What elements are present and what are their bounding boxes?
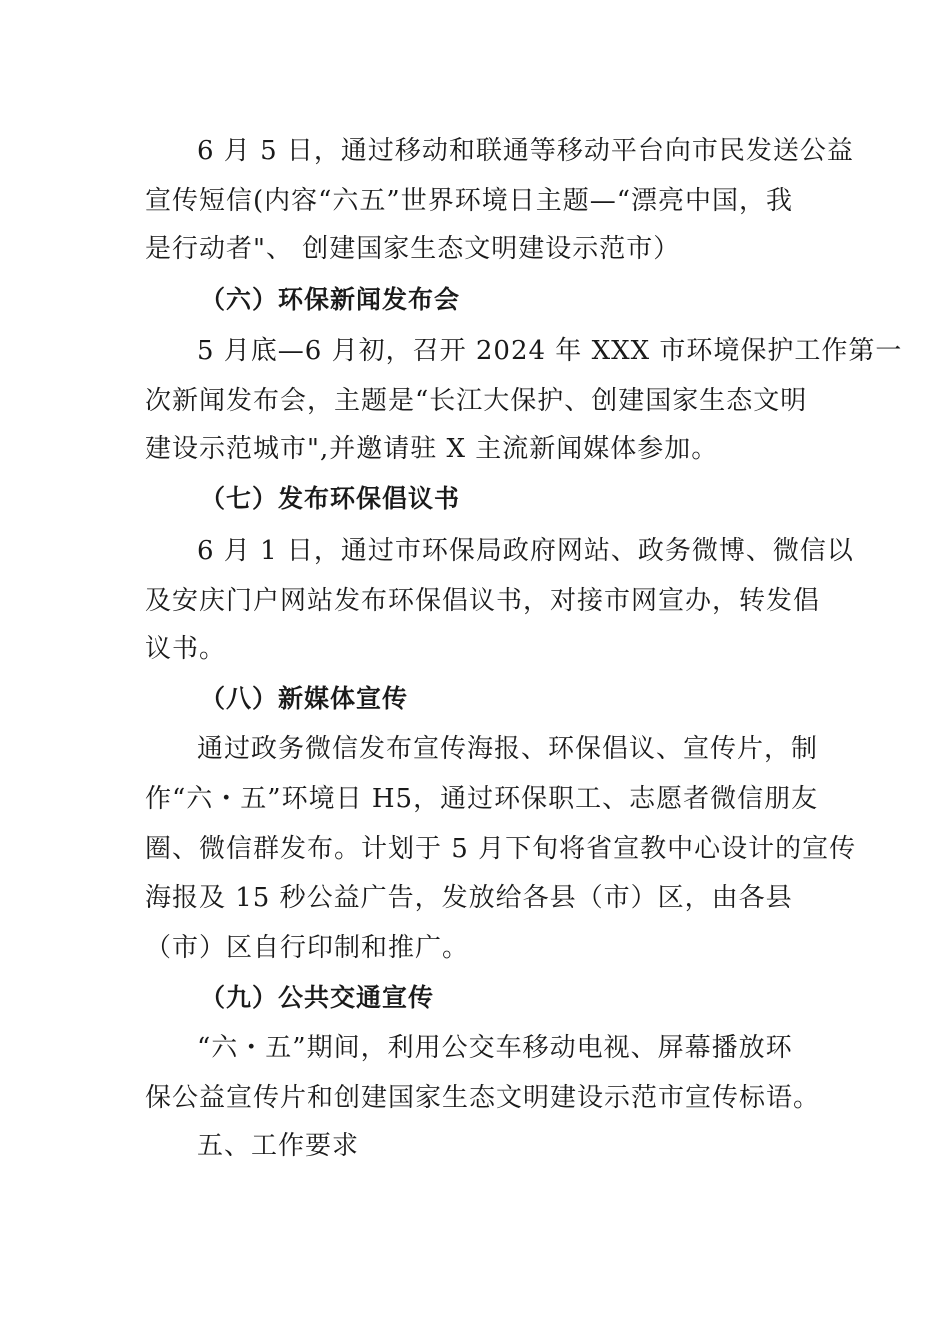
paragraph-line: 6 月 5 日，通过移动和联通等移动平台向市民发送公益 [197, 136, 854, 166]
paragraph-line: 及安庆门户网站发布环保倡议书，对接市网宣办，转发倡 [145, 586, 821, 616]
paragraph-line: “六・五”期间，利用公交车移动电视、屏幕播放环 [197, 1033, 793, 1063]
paragraph-line: 作“六・五”环境日 H5，通过环保职工、志愿者微信朋友 [145, 784, 819, 814]
paragraph-line: 次新闻发布会，主题是“长江大保护、创建国家生态文明 [145, 386, 808, 416]
paragraph-line: 建设示范城市",并邀请驻 X 主流新闻媒体参加。 [145, 434, 719, 464]
paragraph-line: 通过政务微信发布宣传海报、环保倡议、宣传片，制 [197, 734, 819, 764]
paragraph-line: 圈、微信群发布。计划于 5 月下旬将省宣教中心设计的宣传 [145, 834, 857, 864]
paragraph-line: 6 月 1 日，通过市环保局政府网站、政务微博、微信以 [197, 536, 854, 566]
paragraph-line: 是行动者"、 创建国家生态文明建设示范市） [145, 234, 681, 264]
paragraph-line: （市）区自行印制和推广。 [145, 933, 470, 963]
heading-new-media: （八）新媒体宣传 [200, 684, 409, 713]
paragraph-line: 宣传短信(内容“六五”世界环境日主题—“漂亮中国，我 [145, 186, 794, 216]
paragraph-line: 海报及 15 秒公益广告，发放给各县（市）区，由各县 [145, 883, 793, 913]
section-heading-work-requirements: 五、工作要求 [197, 1131, 360, 1161]
heading-press-conference: （六）环保新闻发布会 [200, 285, 461, 314]
paragraph-line: 保公益宣传片和创建国家生态文明建设示范市宣传标语。 [145, 1083, 821, 1113]
paragraph-line: 议书。 [145, 634, 227, 664]
heading-initiative: （七）发布环保倡议书 [200, 484, 461, 513]
paragraph-line: 5 月底—6 月初，召开 2024 年 XXX 市环境保护工作第一 [197, 336, 903, 366]
heading-public-transport: （九）公共交通宣传 [200, 983, 435, 1012]
